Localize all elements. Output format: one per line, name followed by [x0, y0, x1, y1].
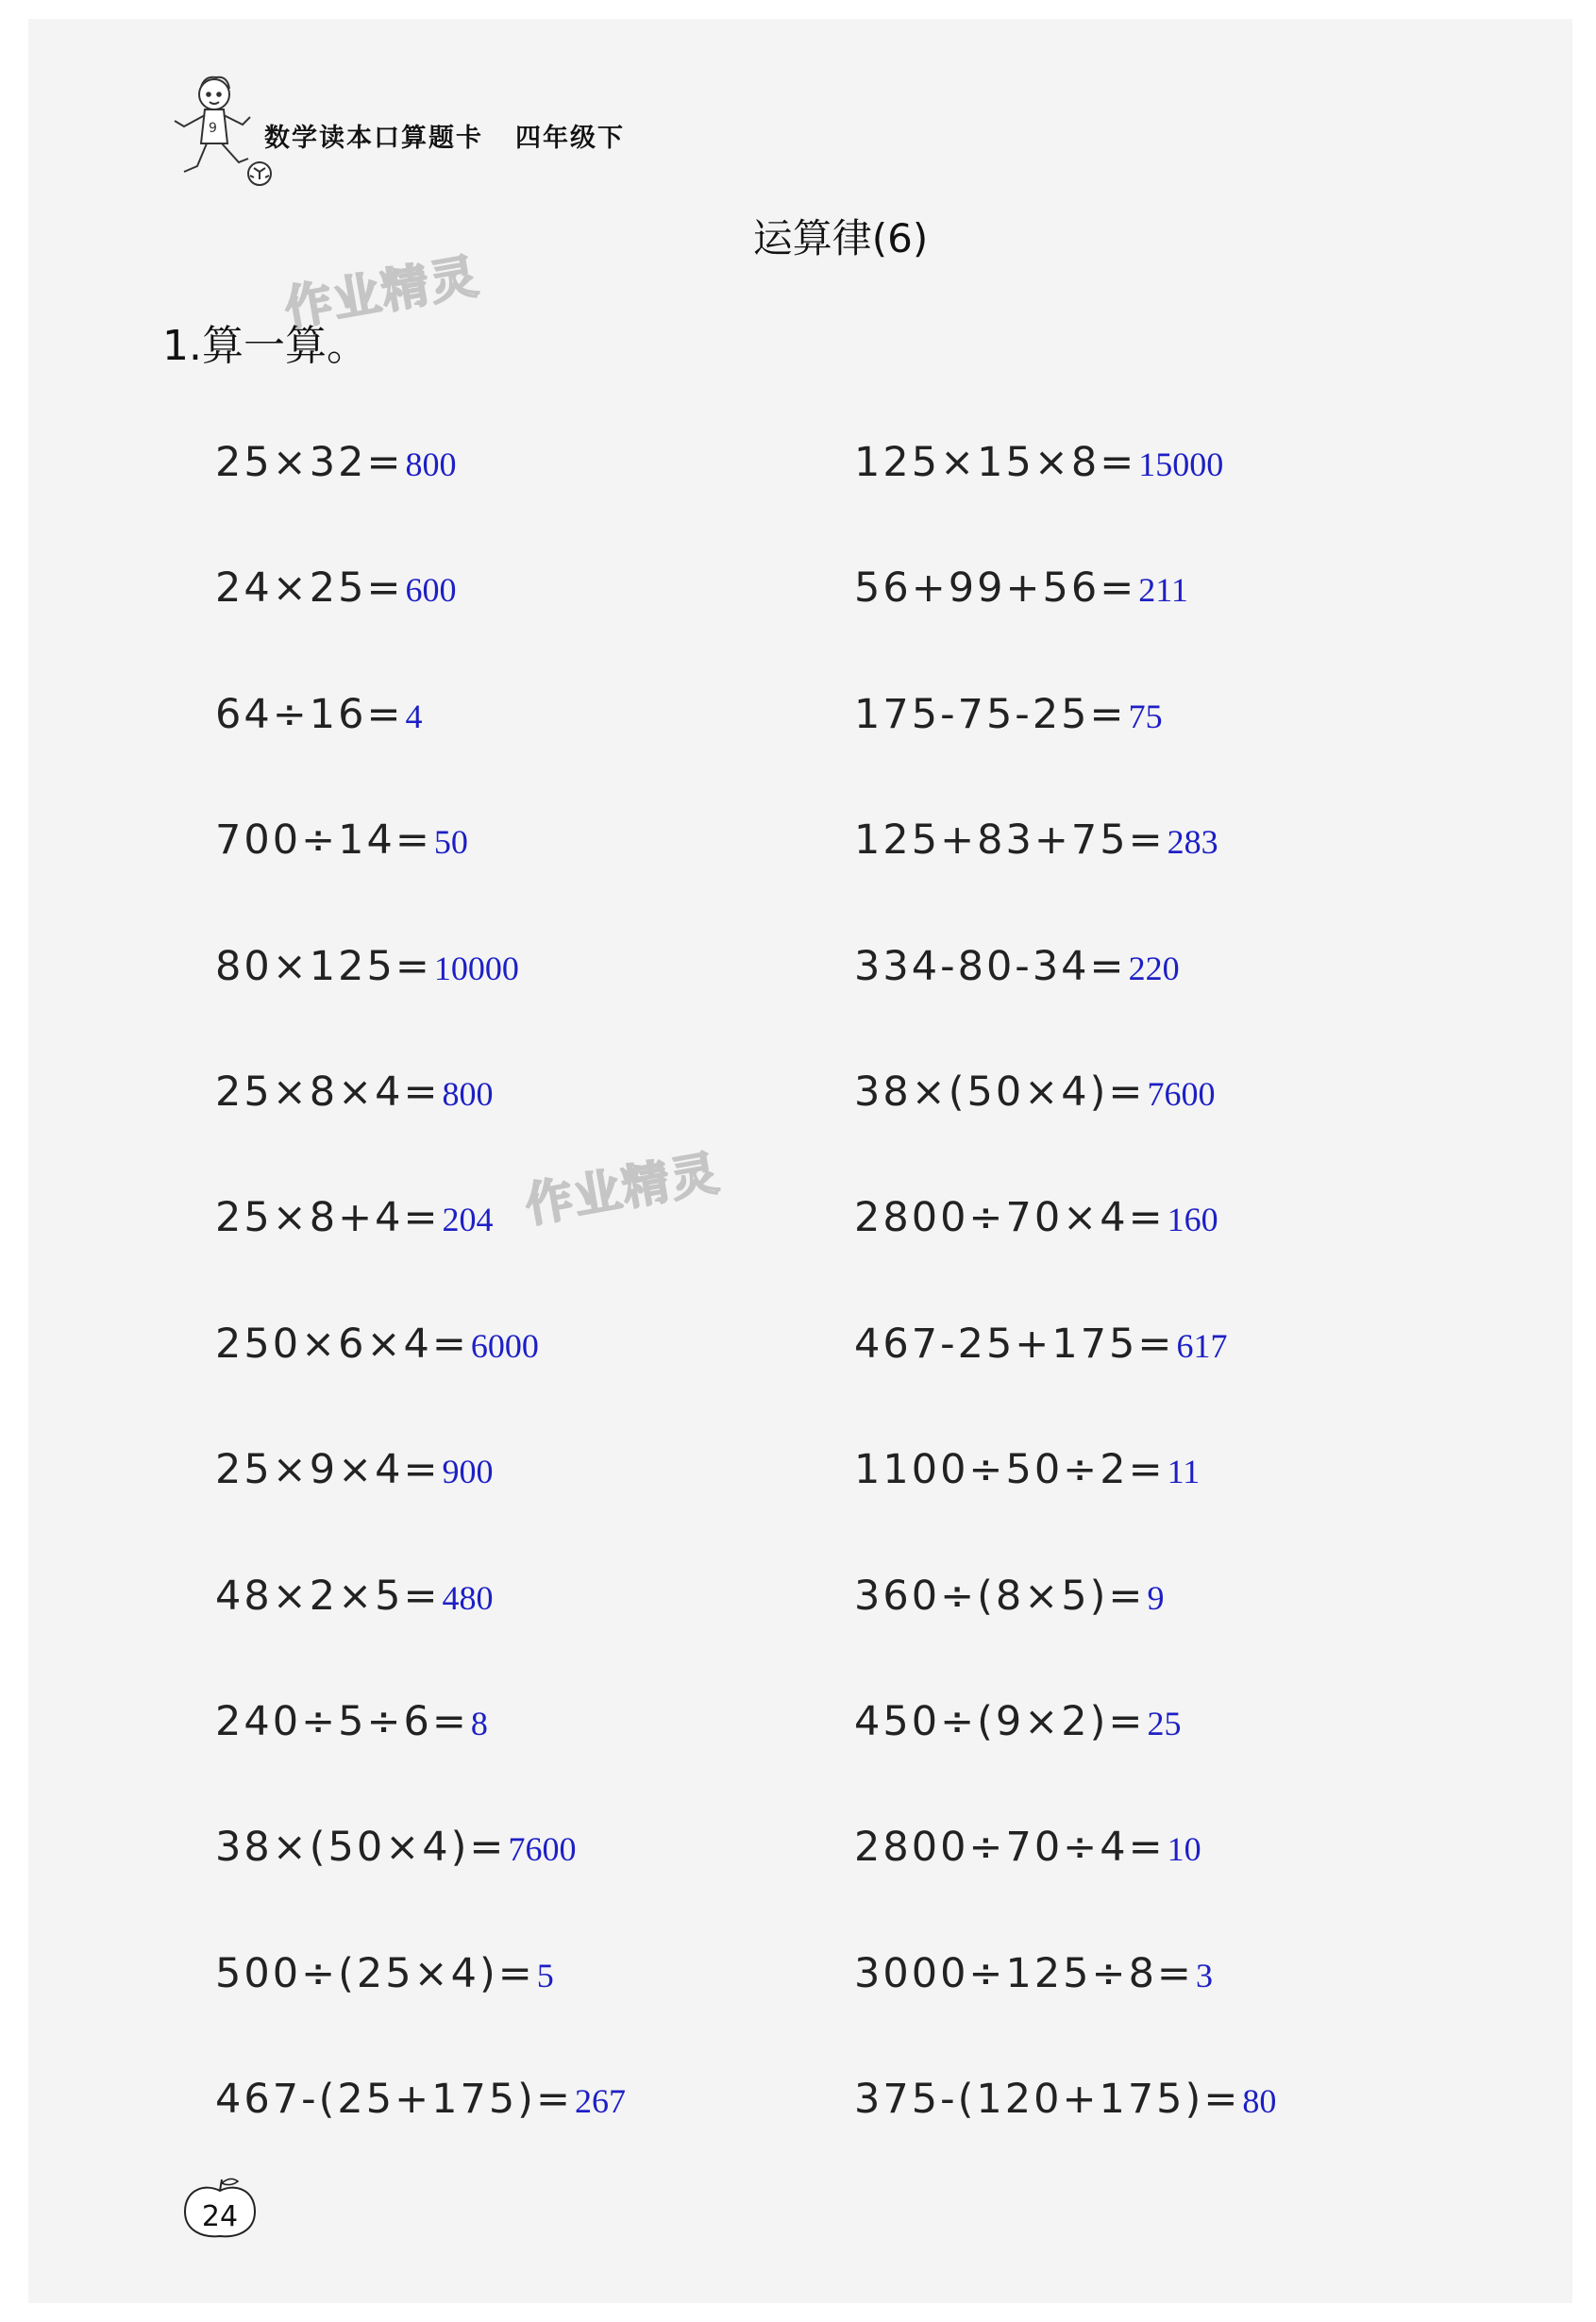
problem-item — [215, 1321, 539, 1368]
problem-item — [215, 2076, 626, 2123]
problem-item — [854, 943, 1180, 990]
problem-expression: 500÷(25×4)= — [215, 1949, 535, 1997]
problem-item — [854, 1446, 1200, 1493]
problem-answer: 204 — [442, 1201, 494, 1239]
svg-text:9: 9 — [209, 121, 217, 136]
problem-expression: 175-75-25= — [854, 690, 1127, 738]
problem-answer: 480 — [442, 1578, 494, 1617]
problem-item — [854, 691, 1163, 738]
problem-answer: 800 — [442, 1075, 494, 1113]
problem-item — [854, 1321, 1227, 1368]
problem-answer: 15000 — [1138, 446, 1224, 483]
problem-item — [215, 1824, 576, 1871]
problem-item — [854, 439, 1223, 486]
problem-expression: 80×125= — [215, 942, 432, 990]
problem-expression: 48×2×5= — [215, 1572, 441, 1620]
soccer-boy-icon — [156, 68, 278, 191]
problem-answer: 267 — [575, 2082, 626, 2121]
problem-answer: 9 — [1147, 1578, 1165, 1617]
problem-expression: 700÷14= — [215, 816, 432, 865]
problem-answer: 10000 — [433, 949, 519, 987]
problem-expression: 38×(50×4)= — [215, 1824, 507, 1872]
problem-item — [854, 1194, 1218, 1241]
problem-item — [854, 816, 1218, 864]
problem-expression: 38×(50×4)= — [854, 1068, 1146, 1116]
problem-expression: 250×6×4= — [215, 1320, 469, 1368]
problem-item — [215, 1446, 494, 1493]
page-number: 24 — [201, 2200, 239, 2233]
problem-item — [215, 1194, 494, 1241]
problem-answer: 7600 — [508, 1830, 577, 1869]
problem-expression: 375-(120+175)= — [854, 2076, 1241, 2124]
problem-item — [215, 816, 468, 864]
problem-item — [215, 943, 519, 990]
problem-answer: 75 — [1128, 697, 1163, 735]
problem-expression: 56+99+56= — [854, 564, 1137, 613]
problem-expression: 25×8×4= — [215, 1068, 441, 1116]
problem-expression: 2800÷70×4= — [854, 1194, 1166, 1242]
problem-item — [215, 1950, 554, 1997]
problem-expression: 240÷5÷6= — [215, 1698, 469, 1745]
problem-item — [854, 1573, 1164, 1620]
problem-item — [215, 439, 457, 486]
problem-expression: 25×32= — [215, 439, 404, 486]
problem-item — [854, 1698, 1181, 1745]
problem-expression: 467-25+175= — [854, 1320, 1175, 1368]
problem-item — [854, 1950, 1213, 1997]
problem-answer: 800 — [405, 446, 457, 483]
problem-item — [215, 564, 457, 612]
problem-answer: 211 — [1138, 571, 1188, 610]
problem-answer: 7600 — [1147, 1075, 1216, 1113]
problem-item — [854, 1824, 1201, 1871]
page-number-badge — [179, 2176, 260, 2242]
problem-answer: 6000 — [470, 1326, 539, 1365]
problem-expression: 3000÷125÷8= — [854, 1949, 1194, 1997]
problem-answer: 617 — [1176, 1326, 1228, 1365]
problem-expression: 334-80-34= — [854, 942, 1127, 990]
problem-expression: 125×15×8= — [854, 439, 1137, 486]
book-title: 数学读本口算题卡 — [264, 124, 483, 153]
problem-expression: 1100÷50÷2= — [854, 1446, 1166, 1494]
lesson-title: 运算律(6) — [752, 215, 929, 261]
problem-answer: 5 — [536, 1956, 554, 1994]
book-header — [264, 117, 625, 154]
problem-item — [215, 1698, 488, 1745]
problem-expression: 125+83+75= — [854, 816, 1166, 865]
watermark-text: 作业精灵 — [521, 1145, 725, 1234]
problem-expression: 467-(25+175)= — [215, 2076, 573, 2124]
problem-answer: 11 — [1167, 1453, 1201, 1491]
problem-expression: 25×8+4= — [215, 1194, 441, 1242]
problem-answer: 160 — [1167, 1201, 1218, 1239]
problem-answer: 10 — [1167, 1830, 1201, 1869]
problem-answer: 900 — [442, 1453, 494, 1491]
problem-item — [854, 2076, 1276, 2123]
problem-item — [215, 1573, 494, 1620]
grade-label: 四年级下 — [515, 124, 625, 153]
watermark-text: 作业精灵 — [280, 248, 484, 337]
problem-expression: 360÷(8×5)= — [854, 1572, 1146, 1620]
problem-expression: 25×9×4= — [215, 1446, 441, 1494]
problem-item — [854, 564, 1188, 612]
problem-answer: 220 — [1128, 949, 1180, 987]
problem-answer: 4 — [405, 697, 423, 735]
problem-expression: 2800÷70÷4= — [854, 1824, 1166, 1872]
problem-expression: 64÷16= — [215, 690, 404, 738]
problem-answer: 80 — [1242, 2082, 1277, 2121]
problem-answer: 50 — [433, 823, 468, 862]
problem-expression: 450÷(9×2)= — [854, 1698, 1146, 1745]
problem-answer: 8 — [470, 1705, 488, 1742]
section-title: 1.算一算。 — [162, 322, 368, 370]
problem-item — [215, 1068, 494, 1116]
problem-item — [854, 1068, 1215, 1116]
problem-answer: 25 — [1147, 1705, 1182, 1742]
problem-item — [215, 691, 423, 738]
problem-answer: 600 — [405, 571, 457, 610]
problem-expression: 24×25= — [215, 564, 404, 613]
problem-answer: 3 — [1195, 1956, 1213, 1994]
problem-answer: 283 — [1167, 823, 1218, 862]
